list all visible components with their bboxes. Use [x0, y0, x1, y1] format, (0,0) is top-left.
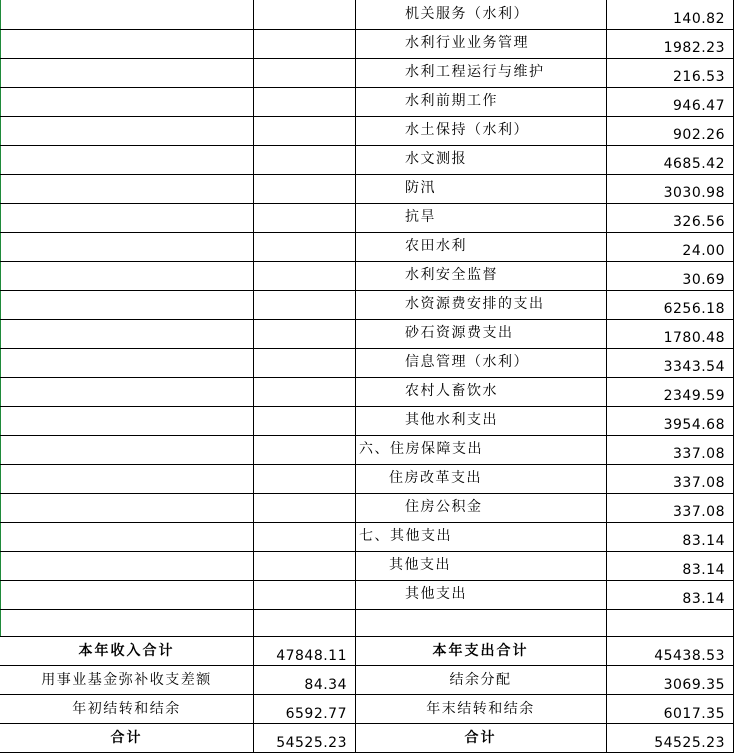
row-border	[0, 203, 734, 204]
summary-left-label[interactable]: 本年收入合计	[78, 643, 175, 659]
row-border	[0, 694, 734, 695]
expenditure-item-name[interactable]: 其他支出	[405, 586, 467, 602]
row-border	[0, 636, 734, 637]
expenditure-item-amount[interactable]: 4685.42	[663, 156, 725, 172]
summary-left-amount[interactable]: 6592.77	[285, 706, 347, 722]
expenditure-item-name[interactable]: 六、住房保障支出	[359, 441, 483, 457]
summary-left-amount[interactable]: 47848.11	[276, 648, 347, 664]
summary-left-amount[interactable]: 54525.23	[276, 735, 347, 751]
expenditure-item-amount[interactable]: 24.00	[682, 243, 725, 259]
row-border	[0, 551, 734, 552]
expenditure-item-amount[interactable]: 3954.68	[663, 417, 725, 433]
expenditure-item-name[interactable]: 信息管理（水利）	[405, 354, 529, 370]
expenditure-item-name[interactable]: 农村人畜饮水	[405, 383, 498, 399]
summary-left-amount[interactable]: 84.34	[304, 677, 347, 693]
expenditure-item-amount[interactable]: 3030.98	[663, 185, 725, 201]
expenditure-item-amount[interactable]: 30.69	[682, 272, 725, 288]
expenditure-item-name[interactable]: 砂石资源费支出	[405, 325, 514, 341]
summary-left-label[interactable]: 年初结转和结余	[72, 701, 181, 717]
row-border	[0, 348, 734, 349]
expenditure-item-name[interactable]: 抗旱	[405, 209, 436, 225]
row-border	[0, 290, 734, 291]
row-border	[0, 493, 734, 494]
expenditure-item-amount[interactable]: 337.08	[673, 475, 725, 491]
expenditure-item-name[interactable]: 水利安全监督	[405, 267, 498, 283]
expenditure-item-amount[interactable]: 337.08	[673, 504, 725, 520]
expenditure-item-amount[interactable]: 83.14	[682, 591, 725, 607]
row-border	[0, 261, 734, 262]
row-border	[0, 609, 734, 610]
summary-right-amount[interactable]: 6017.35	[663, 706, 725, 722]
summary-right-label[interactable]: 本年支出合计	[432, 643, 529, 659]
expenditure-item-name[interactable]: 农田水利	[405, 238, 467, 254]
expenditure-item-amount[interactable]: 337.08	[673, 446, 725, 462]
summary-left-label[interactable]: 用事业基金弥补收支差额	[41, 672, 212, 688]
summary-left-label[interactable]: 合计	[110, 730, 143, 746]
expenditure-item-amount[interactable]: 3343.54	[663, 359, 725, 375]
row-border	[0, 174, 734, 175]
expenditure-item-name[interactable]: 其他支出	[389, 557, 451, 573]
expenditure-item-name[interactable]: 住房改革支出	[389, 470, 482, 486]
expenditure-item-name[interactable]: 水文测报	[405, 151, 467, 167]
row-border	[0, 87, 734, 88]
expenditure-item-amount[interactable]: 2349.59	[663, 388, 725, 404]
row-border	[0, 665, 734, 666]
row-border	[0, 58, 734, 59]
row-border	[0, 723, 734, 724]
expenditure-item-name[interactable]: 水利工程运行与维护	[405, 64, 545, 80]
expenditure-item-amount[interactable]: 326.56	[673, 214, 725, 230]
expenditure-item-name[interactable]: 住房公积金	[405, 499, 483, 515]
expenditure-item-amount[interactable]: 140.82	[673, 11, 725, 27]
row-border	[0, 580, 734, 581]
expenditure-item-name[interactable]: 防汛	[405, 180, 436, 196]
row-border	[0, 116, 734, 117]
expenditure-item-amount[interactable]: 6256.18	[663, 301, 725, 317]
summary-right-label[interactable]: 年末结转和结余	[426, 701, 535, 717]
expenditure-item-name[interactable]: 水利前期工作	[405, 93, 498, 109]
expenditure-item-amount[interactable]: 83.14	[682, 562, 725, 578]
row-border	[0, 435, 734, 436]
summary-right-label[interactable]: 结余分配	[449, 672, 512, 688]
row-border	[0, 145, 734, 146]
row-border	[0, 406, 734, 407]
expenditure-item-amount[interactable]: 216.53	[673, 69, 725, 85]
row-border	[0, 522, 734, 523]
expenditure-item-name[interactable]: 水土保持（水利）	[405, 122, 529, 138]
expenditure-item-name[interactable]: 机关服务（水利）	[405, 6, 529, 22]
row-border	[0, 319, 734, 320]
expenditure-item-amount[interactable]: 946.47	[673, 98, 725, 114]
summary-right-amount[interactable]: 45438.53	[654, 648, 725, 664]
expenditure-item-amount[interactable]: 1982.23	[663, 40, 725, 56]
expenditure-item-name[interactable]: 七、其他支出	[359, 528, 452, 544]
expenditure-item-amount[interactable]: 83.14	[682, 533, 725, 549]
summary-right-amount[interactable]: 54525.23	[654, 735, 725, 751]
row-border	[0, 377, 734, 378]
expenditure-item-amount[interactable]: 1780.48	[663, 330, 725, 346]
expenditure-item-amount[interactable]: 902.26	[673, 127, 725, 143]
row-border	[0, 232, 734, 233]
summary-right-amount[interactable]: 3069.35	[663, 677, 725, 693]
expenditure-item-name[interactable]: 水利行业业务管理	[405, 35, 529, 51]
expenditure-item-name[interactable]: 其他水利支出	[405, 412, 498, 428]
expenditure-item-name[interactable]: 水资源费安排的支出	[405, 296, 545, 312]
row-border	[0, 29, 734, 30]
summary-right-label[interactable]: 合计	[464, 730, 497, 746]
row-border	[0, 464, 734, 465]
sheet-edge-marker	[0, 0, 1, 636]
